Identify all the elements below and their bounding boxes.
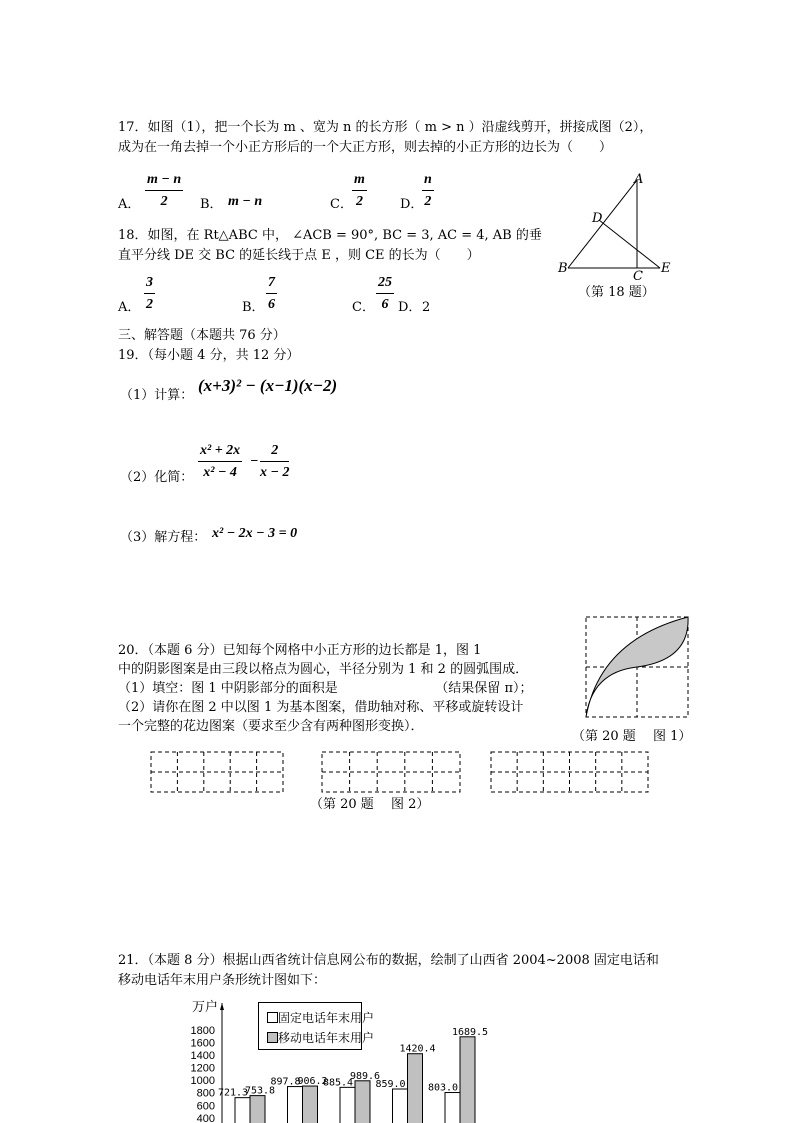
q19-p3-expr: x² − 2x − 3 = 0 bbox=[212, 526, 298, 541]
point-d-label: D bbox=[592, 211, 603, 226]
q18-option-d: 2 bbox=[422, 300, 431, 315]
denominator: x² − 4 bbox=[203, 465, 237, 480]
bar-mobile bbox=[250, 1096, 265, 1123]
y-tick-label: 1400 bbox=[190, 1050, 215, 1062]
bar-value-label: 1689.5 bbox=[451, 1026, 489, 1038]
legend-item-fixed bbox=[267, 1009, 374, 1026]
bar-value-label: 989.6 bbox=[349, 1070, 381, 1082]
numerator: 2 bbox=[260, 443, 289, 462]
q19-p2-frac1 bbox=[198, 443, 242, 481]
fig18-caption: （第 18 题） bbox=[578, 285, 655, 300]
bar-mobile bbox=[303, 1086, 318, 1123]
y-axis-arrow bbox=[220, 1003, 224, 1010]
q21-line1: 21．（本题 8 分）根据山西省统计信息网公布的数据，绘制了山西省 2004~2008 固定电话和 bbox=[118, 953, 659, 968]
q19-p1-expr: (x+3)² − (x−1)(x−2) bbox=[198, 376, 338, 395]
q19-title: 19．（每小题 4 分，共 12 分） bbox=[118, 348, 300, 363]
q17-option-d-label: D． bbox=[400, 197, 424, 212]
section-3-heading: 三、解答题（本题共 76 分） bbox=[118, 328, 286, 343]
y-tick-label: 600 bbox=[196, 1100, 215, 1113]
q17-line1: 17．如图（1），把一个长为 m 、宽为 n 的长方形（ m > n ）沿虚线剪开，拼接成图（2）， bbox=[118, 120, 653, 135]
bar-fixed bbox=[288, 1087, 303, 1123]
bar-value-label: 753.8 bbox=[244, 1085, 276, 1097]
y-tick-label: 1200 bbox=[190, 1062, 215, 1075]
bar-value-label: 897.8 bbox=[270, 1076, 301, 1088]
q21-line2: 移动电话年末用户条形统计图如下： bbox=[118, 973, 327, 988]
q20-line3: （1）填空：图 1 中阴影部分的面积是 （结果保留 π）； bbox=[118, 681, 533, 696]
bar-mobile bbox=[355, 1081, 370, 1123]
grid-box bbox=[322, 752, 460, 792]
q18-line1: 18．如图，在 Rt△ABC 中， ∠ACB = 90°, BC = 3, AC = 4, AB 的垂 bbox=[118, 228, 542, 243]
point-e-label: E bbox=[661, 261, 671, 276]
bar-fixed bbox=[445, 1093, 460, 1123]
q18-option-d-label: D． bbox=[398, 300, 422, 315]
q20-line1: 20．（本题 6 分）已知每个网格中小正方形的边长都是 1，图 1 bbox=[118, 643, 482, 658]
q18-option-c-label: C． bbox=[352, 300, 375, 315]
fig20-1-caption: （第 20 题 图 1） bbox=[572, 729, 692, 744]
bar-mobile bbox=[460, 1037, 475, 1123]
q19-p3-label: （3）解方程： bbox=[120, 530, 207, 545]
q20-line5: 一个完整的花边图案（要求至少含有两种图形变换）． bbox=[118, 719, 424, 734]
y-tick-label: 1600 bbox=[190, 1037, 215, 1050]
numerator: m − n bbox=[145, 172, 183, 191]
q17-option-b-label: B． bbox=[200, 197, 223, 212]
legend-item-mobile bbox=[267, 1029, 374, 1046]
bar-value-label: 721.3 bbox=[217, 1087, 249, 1099]
q17-option-b: m − n bbox=[228, 194, 263, 209]
point-a-label: A bbox=[634, 172, 644, 187]
denominator: 2 bbox=[424, 194, 432, 209]
y-tick-label: 400 bbox=[196, 1112, 215, 1123]
y-tick-label: 800 bbox=[196, 1087, 215, 1100]
q17-line2: 成为在一角去掉一个小正方形后的一个大正方形，则去掉的小正方形的边长为（ ） bbox=[118, 140, 613, 155]
q19-p1-label: （1）计算： bbox=[120, 388, 194, 403]
bar-fixed bbox=[235, 1098, 250, 1123]
q18-option-b-label: B． bbox=[242, 300, 265, 315]
legend-swatch-fixed bbox=[267, 1012, 278, 1023]
legend-label-fixed: 固定电话年末用户 bbox=[278, 1011, 375, 1025]
q19-p2-label: （2）化简： bbox=[120, 470, 194, 485]
fig20-2-caption: （第 20 题 图 2） bbox=[310, 797, 430, 812]
point-b-label: B bbox=[558, 261, 568, 276]
leaf-figure bbox=[586, 617, 688, 717]
chart-legend bbox=[258, 1002, 375, 1050]
numerator: x² + 2x bbox=[198, 443, 242, 462]
numerator: 25 bbox=[376, 275, 394, 294]
chart-y-unit: 万户 bbox=[192, 1000, 219, 1015]
q18-line2: 直平分线 DE 交 BC 的延长线于点 E ，则 CE 的长为（ ） bbox=[118, 248, 480, 263]
q20-line4: （2）请你在图 2 中以图 1 为基本图案，借助轴对称、平移或旋转设计 bbox=[118, 700, 524, 715]
q19-p2-frac2 bbox=[260, 443, 289, 481]
q19-p2-minus: − bbox=[250, 454, 259, 469]
denominator: 6 bbox=[268, 297, 275, 312]
legend-swatch-mobile bbox=[267, 1032, 278, 1043]
q17-option-a-label: A． bbox=[118, 197, 141, 212]
bar-value-label: 1420.4 bbox=[399, 1043, 436, 1055]
y-tick-label: 1800 bbox=[190, 1024, 215, 1037]
q18-option-a-label: A． bbox=[118, 300, 141, 315]
fig2-grids bbox=[151, 752, 648, 792]
numerator: n bbox=[422, 172, 434, 191]
numerator: 3 bbox=[144, 275, 155, 294]
point-c-label: C bbox=[633, 269, 643, 284]
bar-value-label: 803.0 bbox=[427, 1082, 459, 1094]
bar-fixed bbox=[393, 1089, 408, 1123]
bar-value-label: 859.0 bbox=[375, 1079, 406, 1091]
denominator: x − 2 bbox=[260, 465, 290, 480]
denominator: 2 bbox=[160, 194, 168, 209]
q17-option-c-label: C． bbox=[330, 197, 353, 212]
numerator: 7 bbox=[266, 275, 277, 294]
legend-label-mobile: 移动电话年末用户 bbox=[278, 1031, 375, 1045]
denominator: 6 bbox=[381, 297, 389, 312]
denominator: 2 bbox=[355, 194, 363, 209]
numerator: m bbox=[352, 172, 367, 191]
bar-value-label: 906.2 bbox=[297, 1076, 328, 1088]
bar-mobile bbox=[408, 1054, 423, 1123]
triangle-figure bbox=[568, 180, 660, 268]
q20-line2: 中的阴影图案是由三段以格点为圆心，半径分别为 1 和 2 的圆弧围成． bbox=[118, 662, 529, 677]
denominator: 2 bbox=[146, 297, 153, 312]
bar-fixed bbox=[340, 1087, 355, 1123]
bar-value-label: 885.4 bbox=[322, 1077, 354, 1089]
y-tick-label: 1000 bbox=[190, 1075, 215, 1088]
